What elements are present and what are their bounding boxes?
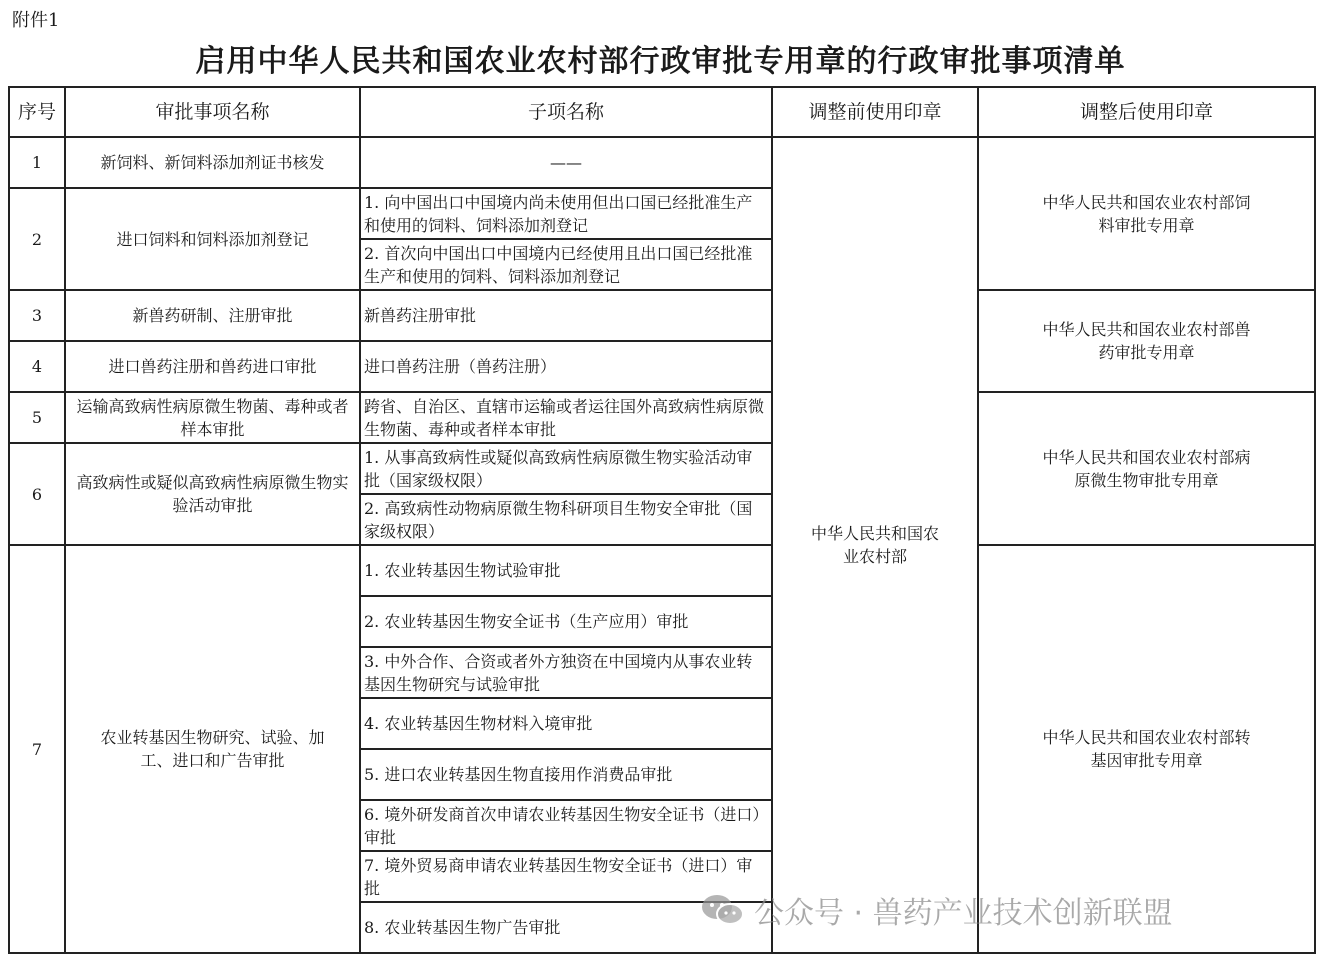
sub-item: 3. 中外合作、合资或者外方独资在中国境内从事农业转基因生物研究与试验审批 xyxy=(360,647,772,698)
sub-item: 7. 境外贸易商申请农业转基因生物安全证书（进口）审批 xyxy=(360,851,772,902)
table-row xyxy=(9,392,1315,443)
row-no: 5 xyxy=(9,392,65,443)
document-title: 启用中华人民共和国农业农村部行政审批专用章的行政审批事项清单 xyxy=(195,44,1126,79)
sub-item: 2. 首次向中国出口中国境内已经使用且出口国已经批准生产和使用的饲料、饲料添加剂登记 xyxy=(360,239,772,290)
seal-after-pathogen: 中华人民共和国农业农村部病原微生物审批专用章 xyxy=(978,392,1315,545)
item-name: 新兽药研制、注册审批 xyxy=(65,290,360,341)
sub-item: 2. 农业转基因生物安全证书（生产应用）审批 xyxy=(360,596,772,647)
sub-item: 5. 进口农业转基因生物直接用作消费品审批 xyxy=(360,749,772,800)
seal-after-vet: 中华人民共和国农业农村部兽药审批专用章 xyxy=(978,290,1315,392)
sub-item: 进口兽药注册（兽药注册） xyxy=(360,341,772,392)
sub-item: 跨省、自治区、直辖市运输或者运往国外高致病性病原微生物菌、毒种或者样本审批 xyxy=(360,392,772,443)
sub-item: 8. 农业转基因生物广告审批 xyxy=(360,902,772,953)
item-name: 进口饲料和饲料添加剂登记 xyxy=(65,188,360,290)
sub-item: 4. 农业转基因生物材料入境审批 xyxy=(360,698,772,749)
table-row xyxy=(9,290,1315,341)
seal-after-gmo: 中华人民共和国农业农村部转基因审批专用章 xyxy=(978,545,1315,953)
sub-item: 6. 境外研发商首次申请农业转基因生物安全证书（进口）审批 xyxy=(360,800,772,851)
sub-item: 1. 从事高致病性或疑似高致病性病原微生物实验活动审批（国家级权限） xyxy=(360,443,772,494)
header-sub-item: 子项名称 xyxy=(360,87,772,137)
row-no: 3 xyxy=(9,290,65,341)
row-no: 4 xyxy=(9,341,65,392)
sub-item: —— xyxy=(360,137,772,188)
row-no: 2 xyxy=(9,188,65,290)
attachment-label: 附件1 xyxy=(12,10,60,31)
header-seal-after: 调整后使用印章 xyxy=(978,87,1315,137)
item-name: 农业转基因生物研究、试验、加工、进口和广告审批 xyxy=(65,545,360,953)
item-name: 进口兽药注册和兽药进口审批 xyxy=(65,341,360,392)
row-no: 6 xyxy=(9,443,65,545)
item-name: 新饲料、新饲料添加剂证书核发 xyxy=(65,137,360,188)
item-name: 运输高致病性病原微生物菌、毒种或者样本审批 xyxy=(65,392,360,443)
seal-after-feed: 中华人民共和国农业农村部饲料审批专用章 xyxy=(978,137,1315,290)
watermark-text: 公众号 · 兽药产业技术创新联盟 xyxy=(754,896,1173,931)
sub-item: 1. 向中国出口中国境内尚未使用但出口国已经批准生产和使用的饲料、饲料添加剂登记 xyxy=(360,188,772,239)
header-seal-before: 调整前使用印章 xyxy=(772,87,978,137)
header-no: 序号 xyxy=(9,87,65,137)
table-row xyxy=(9,545,1315,596)
wechat-icon xyxy=(700,892,746,928)
header-item-name: 审批事项名称 xyxy=(65,87,360,137)
sub-item: 新兽药注册审批 xyxy=(360,290,772,341)
seal-before: 中华人民共和国农业农村部 xyxy=(772,137,978,953)
sub-item: 2. 高致病性动物病原微生物科研项目生物安全审批（国家级权限） xyxy=(360,494,772,545)
approval-items-table xyxy=(8,86,1316,954)
table-header-row xyxy=(9,87,1315,137)
row-no: 1 xyxy=(9,137,65,188)
table-row xyxy=(9,137,1315,188)
item-name: 高致病性或疑似高致病性病原微生物实验活动审批 xyxy=(65,443,360,545)
watermark xyxy=(700,888,1173,932)
sub-item: 1. 农业转基因生物试验审批 xyxy=(360,545,772,596)
row-no: 7 xyxy=(9,545,65,953)
